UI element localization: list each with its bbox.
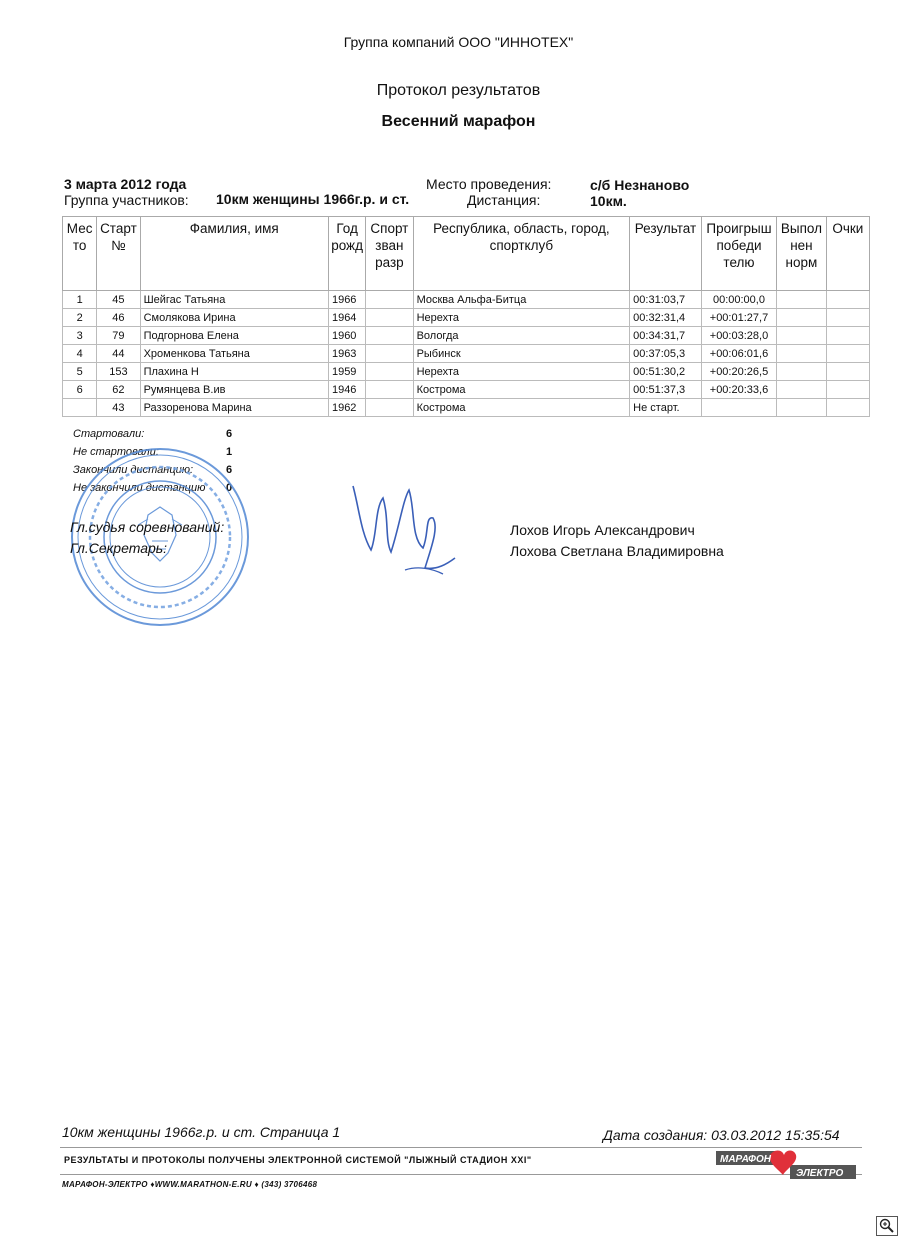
cell-lag: +00:20:33,6 [701, 381, 777, 399]
chief-judge-role: Гл.судья соревнований: [70, 519, 225, 535]
cell-bib: 43 [97, 399, 140, 417]
zoom-in-icon[interactable] [876, 1216, 898, 1236]
distance-label: Дистанция: [467, 192, 541, 208]
table-row [63, 291, 870, 309]
cell-bib: 62 [97, 381, 140, 399]
cell-year: 1964 [328, 309, 365, 327]
cell-rank [366, 291, 413, 309]
secretary-role: Гл.Секретарь: [70, 540, 168, 556]
place-value: с/б Незнаново [590, 177, 690, 193]
cell-points [826, 345, 869, 363]
marathon-logo [716, 1147, 862, 1183]
cell-norm [777, 327, 826, 345]
cell-rank [366, 345, 413, 363]
place-label: Место проведения: [426, 176, 552, 192]
cell-result: 00:51:30,2 [630, 363, 702, 381]
cell-place [63, 399, 97, 417]
cell-result: 00:51:37,3 [630, 381, 702, 399]
col-city: Республика, область, город, спортклуб [413, 217, 630, 291]
group-value: 10км женщины 1966г.р. и ст. [216, 191, 410, 207]
group-label: Группа участников: [64, 192, 189, 208]
cell-rank [366, 363, 413, 381]
cell-lag: +00:06:01,6 [701, 345, 777, 363]
cell-name: Раззоренова Марина [140, 399, 328, 417]
logo-text-2: ЭЛЕКТРО [796, 1168, 844, 1179]
cell-result: Не старт. [630, 399, 702, 417]
cell-result: 00:37:05,3 [630, 345, 702, 363]
protocol-title: Протокол результатов [376, 82, 541, 99]
cell-year: 1946 [328, 381, 365, 399]
cell-place: 2 [63, 309, 97, 327]
cell-norm [777, 291, 826, 309]
cell-lag: +00:03:28,0 [701, 327, 777, 345]
event-title: Весенний марафон [381, 113, 536, 130]
cell-norm [777, 363, 826, 381]
cell-name: Шейгас Татьяна [140, 291, 328, 309]
cell-bib: 79 [97, 327, 140, 345]
cell-year: 1962 [328, 399, 365, 417]
page-info: 10км женщины 1966г.р. и ст. Страница 1 [62, 1124, 341, 1140]
col-bib: Старт № [97, 217, 140, 291]
distance-value: 10км. [590, 193, 627, 209]
signature [345, 478, 460, 583]
table-header-row [63, 217, 870, 291]
table-row [63, 309, 870, 327]
cell-place: 6 [63, 381, 97, 399]
table-row [63, 327, 870, 345]
cell-rank [366, 309, 413, 327]
chief-judge-name: Лохов Игорь Александрович [510, 522, 695, 538]
logo-text-1: МАРАФОН [720, 1154, 771, 1165]
cell-name: Хроменкова Татьяна [140, 345, 328, 363]
col-norm: Выпол нен норм [777, 217, 826, 291]
cell-name: Подгорнова Елена [140, 327, 328, 345]
cell-norm [777, 309, 826, 327]
system-banner: РЕЗУЛЬТАТЫ И ПРОТОКОЛЫ ПОЛУЧЕНЫ ЭЛЕКТРОННОЙ СИСТЕМОЙ "ЛЫЖНЫЙ СТАДИОН XXI" [64, 1155, 532, 1165]
cell-city: Нерехта [413, 363, 630, 381]
results-table [62, 216, 870, 417]
secretary-name: Лохова Светлана Владимировна [510, 543, 724, 559]
stat-value: 1 [226, 446, 233, 458]
creation-date: Дата создания: 03.03.2012 15:35:54 [603, 1127, 840, 1143]
cell-year: 1959 [328, 363, 365, 381]
stat-value: 6 [226, 464, 233, 476]
cell-place: 1 [63, 291, 97, 309]
cell-city: Вологда [413, 327, 630, 345]
col-lag: Проигрыш победи телю [701, 217, 777, 291]
stat-value: 0 [226, 482, 233, 494]
table-row [63, 363, 870, 381]
organization-title: Группа компаний ООО "ИННОТЕХ" [343, 34, 574, 50]
cell-result: 00:34:31,7 [630, 327, 702, 345]
cell-lag: +00:20:26,5 [701, 363, 777, 381]
cell-points [826, 327, 869, 345]
cell-year: 1966 [328, 291, 365, 309]
cell-city: Москва Альфа-Битца [413, 291, 630, 309]
cell-bib: 153 [97, 363, 140, 381]
col-points: Очки [826, 217, 869, 291]
cell-points [826, 399, 869, 417]
cell-rank [366, 399, 413, 417]
table-row [63, 399, 870, 417]
cell-city: Нерехта [413, 309, 630, 327]
table-row [63, 381, 870, 399]
cell-rank [366, 381, 413, 399]
cell-points [826, 309, 869, 327]
cell-lag: +00:01:27,7 [701, 309, 777, 327]
stat-label: Стартовали: [73, 428, 145, 440]
cell-norm [777, 399, 826, 417]
col-place: Мес то [63, 217, 97, 291]
cell-city: Кострома [413, 381, 630, 399]
cell-rank [366, 327, 413, 345]
cell-points [826, 363, 869, 381]
col-name: Фамилия, имя [140, 217, 328, 291]
cell-place: 4 [63, 345, 97, 363]
col-year: Год рожд [328, 217, 365, 291]
stat-label: Закончили дистанцию: [73, 464, 194, 476]
cell-result: 00:32:31,4 [630, 309, 702, 327]
cell-city: Рыбинск [413, 345, 630, 363]
cell-points [826, 291, 869, 309]
cell-place: 5 [63, 363, 97, 381]
cell-year: 1960 [328, 327, 365, 345]
cell-name: Смолякова Ирина [140, 309, 328, 327]
cell-bib: 46 [97, 309, 140, 327]
cell-bib: 45 [97, 291, 140, 309]
cell-year: 1963 [328, 345, 365, 363]
cell-name: Плахина Н [140, 363, 328, 381]
contact-line: МАРАФОН-ЭЛЕКТРО ♦WWW.MARATHON-E.RU ♦ (343) 3706468 [62, 1180, 318, 1189]
stat-label: Не закончили дистанцию [73, 482, 206, 494]
event-date: 3 марта 2012 года [64, 176, 187, 192]
cell-city: Кострома [413, 399, 630, 417]
stat-value: 6 [226, 428, 233, 440]
table-row [63, 345, 870, 363]
stat-label: Не стартовали: [73, 446, 159, 458]
seal-stamp [68, 445, 252, 629]
cell-bib: 44 [97, 345, 140, 363]
col-result: Результат [630, 217, 702, 291]
cell-result: 00:31:03,7 [630, 291, 702, 309]
cell-name: Румянцева В.ив [140, 381, 328, 399]
cell-points [826, 381, 869, 399]
cell-norm [777, 345, 826, 363]
col-rank: Спорт зван разр [366, 217, 413, 291]
cell-norm [777, 381, 826, 399]
cell-lag: 00:00:00,0 [701, 291, 777, 309]
cell-lag [701, 399, 777, 417]
cell-place: 3 [63, 327, 97, 345]
